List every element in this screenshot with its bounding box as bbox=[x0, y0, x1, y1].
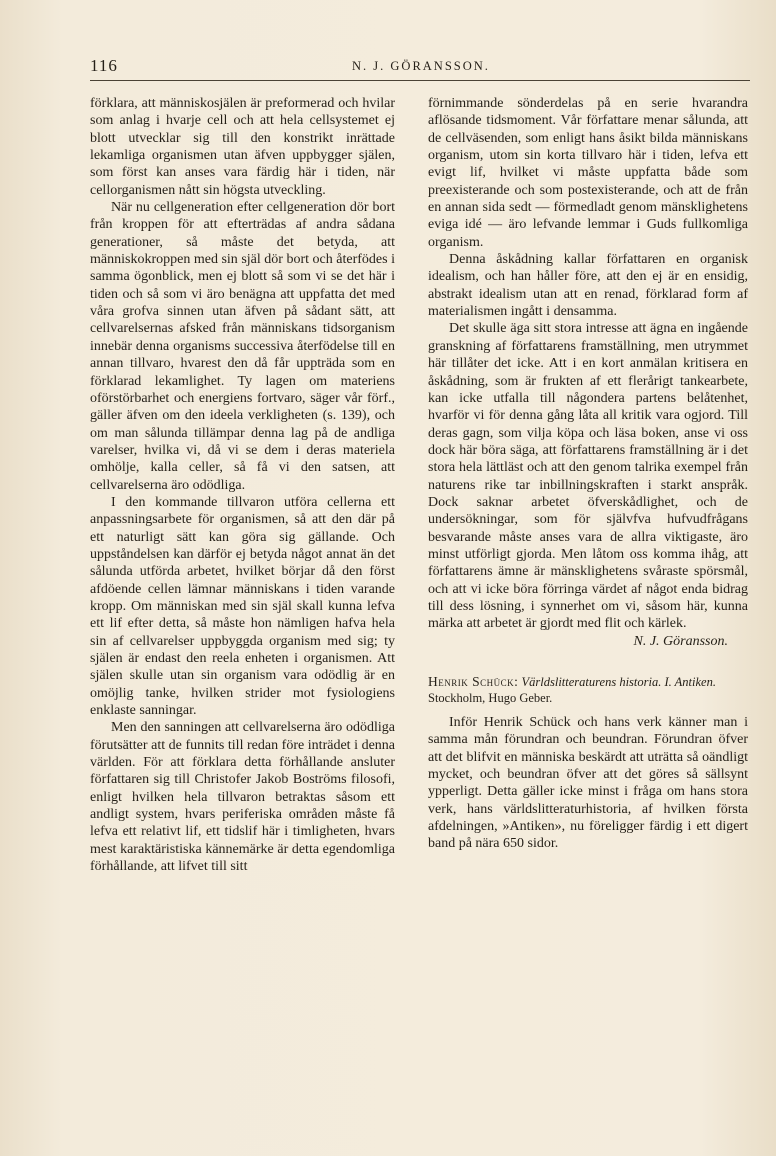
paragraph: förnimmande sönderdelas på en serie hvarandra aflösande tidsmoment. Vår författare menar sålunda, att de cellväsenden, som enligt hans åsikt bilda människans organism, utom sin korta tillvaro här i tiden, lefva ett evigt lif, hvilket vi måste uppfatta både som preexisterande och som postexisterande, och att de från en annan sida sedt — förmedladt genom mänsklighetens eviga idé — äro lefvande lemmar i Guds fullkomliga organism. bbox=[428, 96, 748, 250]
page-header bbox=[90, 56, 750, 78]
page-number: 116 bbox=[90, 56, 118, 75]
review-heading bbox=[428, 674, 748, 706]
review-publisher: Stockholm, Hugo Geber. bbox=[428, 691, 553, 705]
right-column bbox=[428, 95, 748, 853]
paragraph: Men den sanningen att cellvarelserna äro odödliga förutsätter att de funnits till redan före inträdet i denna världen. För att förklara detta förhållande ansluter författaren sig till Christofer Jakob Boströms filosofi, enligt hvilken hela tillvaron betraktas såsom ett andligt system, hvars periferiska områden måste få lefva ett relativt lif, ett tidslif här i timligheten, hvars mest karaktäristiska kännemärke är detta egendomliga förhållande, att lifvet till sitt bbox=[90, 720, 395, 875]
review-author: Henrik Schück: bbox=[428, 674, 519, 689]
paragraph: När nu cellgeneration efter cellgeneration dör bort från kroppen för att efterträdas af andra sådana generationer, så måste det betyda, att människokroppen med sin själ dör bort och återfödes i samma ögonblick, men ej blott så som vi se det här i tiden och så som vi äro benägna att uppfatta det med våra grofva sinnen utan äfven på sådant sätt, att cellvarelsernas afsked från människans tidsorganism innebär denna organisms successiva återfödelse till en annan tillvaro, hvarest den då får uppträda som en förklarad lekamlighet. Ty lagen om materiens oförstörbarhet och energiens fortvaro, säger vår förf., gäller äfven om den ideela verkligheten (s. 139), och om man sålunda tillämpar denna lag på de andliga varelser, hvilka vi, då vi se dem i deras materiela omhölje, kalla celler, så få vi den satsen, att cellvarelserna äro odödliga. bbox=[90, 200, 395, 493]
paragraph: förklara, att människosjälen är preformerad och hvilar som anlag i hvarje cell och att hela cellsystemet ej blott utvecklar sig till den konstrikt inrättade lekamliga organismen utan äfven uppbygger själen, som först kan anses vara färdig här i tiden, när cellorganismen nått sin högsta utveckling. bbox=[90, 96, 395, 198]
paragraph: I den kommande tillvaron utföra cellerna ett anpassningsarbete för organismen, så att den där på ett naturligt sätt kan göra sig gällande. Och uppståndelsen kan därför ej betyda något annat än det sålunda utförda arbetet, hvilket börjar då den först afdöende cellen lämnar människans i tiden varande kropp. Om människan med sin själ skall kunna lefva ett lif efter detta, så måste hon nämligen hafva hela sin af cellvarelser uppbyggda organism med sig; ty själen är endast den reela enheten i organismen. Att själen skulle utan sin organism vara odödlig är en omöjlig tanke, hvilken strider mot fysiologiens enklaste sanningar. bbox=[90, 494, 395, 719]
review-work-title: Världslitteraturens historia. I. Antiken. bbox=[521, 675, 716, 689]
paragraph: Denna åskådning kallar författaren en organisk idealism, och han håller före, att den ej är en ensidig, abstrakt idealism utan att en renad, förklarad form af materialismen ingått i densamma. bbox=[428, 252, 748, 320]
paragraph: Det skulle äga sitt stora intresse att ägna en ingående granskning af författarens framställning, men utrymmet här tillåter det icke. Att i en kort anmälan kritisera en åskådning, som är frukten af ett flerårigt tankearbete, kan icke utfalla till någondera partens belåtenhet, hvarför vi för denna gång låta all kritik vara ogjord. Till deras gagn, som vilja köpa och läsa boken, anse vi oss dock här böra säga, att författarens framställning är i det stora hela lättläst och att den genom talrika exempel från naturens rike tar inbillningskraften i starkt anspråk. Dock saknar arbetet öfverskådlighet, och de undersökningar, som för självfva hufvudfrågans besvarande måste anses vara de allra viktigaste, äro minst utförligt gjorda. Men låtom oss komma ihåg, att författarens ämne är mänsklighetens svåraste spörsmål, och att vi icke böra förringa värdet af något enda bidrag till dess lösning, i synnerhet om vi, såsom här, kunna märka att arbetet är gjordt med flit och kärlek. bbox=[428, 321, 748, 632]
header-rule bbox=[90, 80, 750, 81]
running-head: N. J. GÖRANSSON. bbox=[352, 59, 490, 73]
left-column bbox=[90, 95, 395, 875]
signature: N. J. Göransson. bbox=[633, 633, 728, 649]
review-body: Inför Henrik Schück och hans verk känner man i samma mån förundran och beundran. Förundran öfver att det blifvit en människa beskärdt att uträtta så oändligt mycket, och beundran öfver att det göres så sällsynt ypperligt. Detta gäller icke minst i fråga om hans stora verk, hans världslitteraturhistoria, af hvilken första afdelningen, »Antiken», nu föreligger färdig i ett digert band på nära 650 sidor. bbox=[428, 715, 748, 852]
